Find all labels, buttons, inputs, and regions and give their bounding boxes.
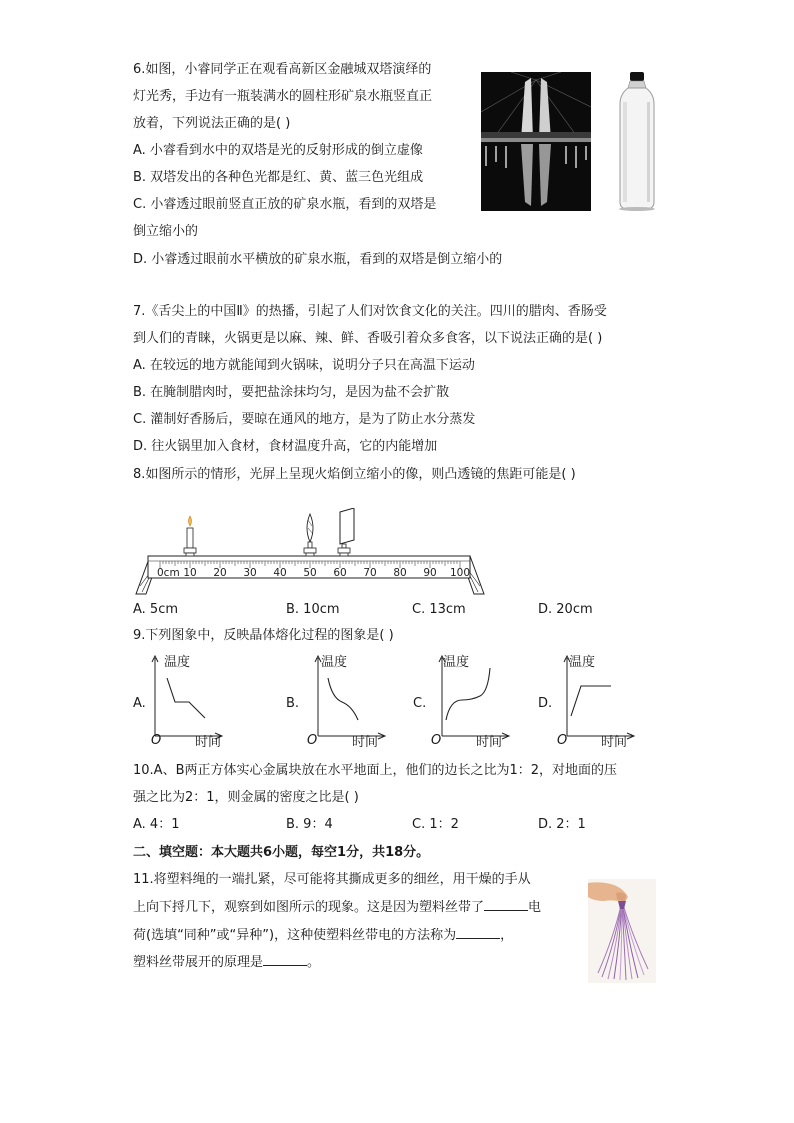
q11-line-3	[133, 926, 513, 945]
graph-d-x-label: 时间	[601, 735, 628, 750]
q10-line-2: 强之比为2：1，则金属的密度之比是( )	[133, 790, 359, 805]
q9-stem: 9.下列图象中，反映晶体熔化过程的图象是( )	[133, 628, 394, 643]
ruler-label: 40	[273, 567, 287, 579]
q6-option-a: A. 小睿看到水中的双塔是光的反射形成的倒立虚像	[133, 143, 423, 158]
candle-icon	[184, 516, 196, 556]
q8-option-c: C. 13cm	[412, 602, 466, 617]
graph-b-letter: B.	[286, 696, 300, 711]
ruler-label: 20	[213, 567, 227, 579]
q8-option-b: B. 10cm	[286, 602, 340, 617]
graph-c-x-label: 时间	[476, 735, 503, 750]
q10-option-b: B. 9：4	[286, 817, 333, 832]
q10-line-1: 10.A、B两正方体实心金属块放在水平地面上，他们的边长之比为1：2，对地面的压	[133, 763, 618, 778]
q6-option-d: D. 小睿透过眼前水平横放的矿泉水瓶，看到的双塔是倒立缩小的	[133, 252, 503, 267]
graph-c-letter: C.	[413, 696, 427, 711]
ruler-label: 50	[303, 567, 317, 579]
ruler-label: 70	[363, 567, 377, 579]
ruler-label: 10	[183, 567, 197, 579]
q11-line-2-text: 上向下捋几下，观察到如图所示的现象。这是因为塑料丝带了	[133, 900, 485, 915]
q8-option-a: A. 5cm	[133, 602, 179, 617]
answer-blank-1[interactable]	[484, 898, 528, 911]
graph-a-y-label: 温度	[164, 655, 191, 670]
q11-line-3-text: 荷(选填“同种”或“异种”)，这种使塑料丝带电的方法称为	[133, 928, 457, 943]
q8-stem: 8.如图所示的情形，光屏上呈现火焰倒立缩小的像，则凸透镜的焦距可能是( )	[133, 467, 576, 482]
q11-line-1: 11.将塑料绳的一端扎紧，尽可能将其撕成更多的细丝，用干燥的手从	[133, 872, 531, 887]
answer-blank-2[interactable]	[456, 926, 500, 939]
graph-b-origin: O	[307, 733, 318, 748]
graph-d-letter: D.	[538, 696, 553, 711]
light-screen-icon	[338, 508, 354, 556]
q6-line-1: 6.如图，小睿同学正在观看高新区金融城双塔演绎的	[133, 62, 432, 77]
graph-b-y-label: 温度	[321, 655, 348, 670]
graph-d-y-label: 温度	[569, 655, 596, 670]
q7-option-c: C. 灌制好香肠后，要晾在通风的地方，是为了防止水分蒸发	[133, 412, 476, 427]
q7-option-b: B. 在腌制腊肉时，要把盐涂抹均匀，是因为盐不会扩散	[133, 385, 450, 400]
graph-a-x-label: 时间	[195, 735, 222, 750]
graph-a-letter: A.	[133, 696, 146, 711]
q6-option-c: C. 小睿透过眼前竖直正放的矿泉水瓶，看到的双塔是	[133, 197, 437, 212]
ruler-label: 0cm	[157, 567, 180, 579]
answer-blank-3[interactable]	[263, 953, 307, 966]
q11-line-4	[133, 953, 320, 972]
graph-c-y-label: 温度	[443, 655, 470, 670]
q8-option-d: D. 20cm	[538, 602, 593, 617]
q11-line-2	[133, 898, 541, 917]
ruler-label: 100	[449, 567, 471, 579]
q10-option-a: A. 4：1	[133, 817, 180, 832]
q7-option-d: D. 往火锅里加入食材，食材温度升高，它的内能增加	[133, 439, 438, 454]
q10-option-d: D. 2：1	[538, 817, 586, 832]
q6-option-c-cont: 倒立缩小的	[133, 224, 199, 239]
graph-a-origin: O	[151, 733, 162, 748]
q6-line-2: 灯光秀，手边有一瓶装满水的圆柱形矿泉水瓶竖直正	[133, 89, 433, 104]
plastic-string-photo	[588, 879, 656, 983]
section-2-title: 二、填空题：本大题共6小题，每空1分，共18分。	[133, 845, 430, 860]
q7-line-2: 到人们的青睐，火锅更是以麻、辣、鲜、香吸引着众多食客，以下说法正确的是( )	[133, 331, 603, 346]
twin-towers-photo	[481, 72, 591, 211]
ruler-label: 60	[333, 567, 347, 579]
q6-line-3: 放着，下列说法正确的是( )	[133, 116, 291, 131]
ruler-label: 80	[393, 567, 407, 579]
graph-b-x-label: 时间	[352, 735, 379, 750]
q7-option-a: A. 在较远的地方就能闻到火锅味，说明分子只在高温下运动	[133, 358, 475, 373]
ruler-label: 90	[423, 567, 437, 579]
convex-lens-icon	[304, 514, 316, 556]
q10-option-c: C. 1：2	[412, 817, 459, 832]
q11-line-4-end: 。	[307, 955, 321, 970]
ruler-label: 30	[243, 567, 257, 579]
optical-bench-diagram	[128, 508, 498, 596]
q11-line-4-text: 塑料丝带展开的原理是	[133, 955, 264, 970]
q6-option-b: B. 双塔发出的各种色光都是红、黄、蓝三色光组成	[133, 170, 424, 185]
water-bottle-photo	[614, 72, 660, 211]
q7-line-1: 7.《舌尖上的中国Ⅱ》的热播，引起了人们对饮食文化的关注。四川的腊肉、香肠受	[133, 304, 607, 319]
graph-b	[308, 654, 388, 746]
graph-c-origin: O	[431, 733, 442, 748]
q11-line-3-end: ，	[500, 928, 514, 943]
graph-d-origin: O	[557, 733, 568, 748]
q11-line-2-end: 电	[528, 900, 542, 915]
